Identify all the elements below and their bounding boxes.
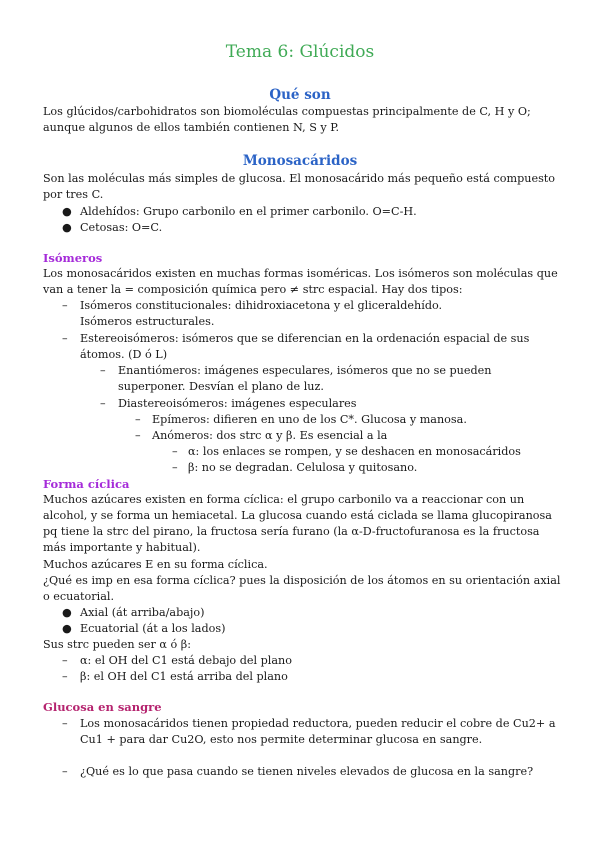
paragraph-monosacaridos: Son las moléculas más simples de glucosa. El monosacárido más pequeño está compuesto por tres C. (43, 172, 556, 201)
dash-marker: – (135, 413, 141, 426)
list-item-constitucionales: Isómeros constitucionales: dihidroxiacetona y el gliceraldehído. Isómeros estructurales. (80, 299, 443, 328)
heading-que-son: Qué son (269, 87, 331, 103)
bullet-dot: ● (62, 221, 72, 234)
dash-marker: – (172, 461, 178, 474)
dash-marker: – (100, 364, 106, 377)
dash-marker: – (62, 299, 68, 312)
paragraph-azucares: Muchos azúcares E en su forma cíclica. (43, 558, 268, 571)
list-item-reductora: Los monosacáridos tienen propiedad reductora, pueden reducir el cobre de Cu2+ a Cu1 + para dar Cu2O, esto nos permite determinar glucosa en sangre. (80, 717, 556, 746)
list-item-diastereoisomeros: Diastereoisómeros: imágenes especulares (118, 397, 357, 410)
paragraph-strc: Sus strc pueden ser α ó β: (43, 638, 192, 651)
dash-marker: – (62, 717, 68, 730)
list-item-anomeros: Anómeros: dos strc α y β. Es esencial a la (152, 429, 388, 442)
dash-marker: – (62, 765, 68, 778)
page-title: Tema 6: Glúcidos (225, 42, 375, 62)
dash-marker: – (100, 397, 106, 410)
paragraph-importancia: ¿Qué es imp en esa forma cíclica? pues la disposición de los átomos en su orientación axial o ecuatorial. (43, 574, 561, 603)
bullet-dot: ● (62, 205, 72, 218)
list-item-estereoisomeros: Estereoisómeros: isómeros que se diferencian en la ordenación espacial de sus átomos. (D ó L) (80, 332, 530, 361)
bullet-dot: ● (62, 606, 72, 619)
dash-marker: – (62, 654, 68, 667)
heading-isomeros: Isómeros (43, 251, 103, 265)
heading-glucosa-sangre: Glucosa en sangre (43, 700, 162, 714)
list-item-beta: β: no se degradan. Celulosa y quitosano. (188, 461, 418, 474)
dash-marker: – (62, 332, 68, 345)
paragraph-que-son: Los glúcidos/carbohidratos son biomoléculas compuestas principalmente de C, H y O; aunque algunos de ellos también contienen N, S y P. (43, 105, 531, 134)
list-item-enantiomeros: Enantiómeros: imágenes especulares, isómeros que no se pueden superponer. Desvían el plano de luz. (118, 364, 492, 393)
dash-marker: – (135, 429, 141, 442)
dash-marker: – (62, 670, 68, 683)
list-item-alpha: α: los enlaces se rompen, y se deshacen en monosacáridos (188, 445, 521, 458)
list-item-epimeros: Epímeros: difieren en uno de los C*. Glucosa y manosa. (152, 413, 467, 426)
dash-marker: – (172, 445, 178, 458)
paragraph-isomeros: Los monosacáridos existen en muchas formas isoméricas. Los isómeros son moléculas que van a tener la = composición química pero ≠ strc espacial. Hay dos tipos: (43, 267, 558, 296)
list-item-alpha-oh: α: el OH del C1 está debajo del plano (80, 654, 292, 667)
paragraph-forma-ciclica: Muchos azúcares existen en forma cíclica: el grupo carbonilo va a reaccionar con un alcohol, y se forma un hemiacetal. La glucosa cuando está ciclada se llama glucopiranosa pq tiene la strc del pirano, la fructosa sería furano (la α-D-fructofuranosa es la fructosa más importante y habitual). (43, 493, 552, 554)
bullet-dot: ● (62, 622, 72, 635)
list-item-cetosas: Cetosas: O=C. (80, 221, 163, 234)
list-item-axial: Axial (át arriba/abajo) (80, 606, 205, 619)
list-item-ecuatorial: Ecuatorial (át a los lados) (80, 622, 226, 635)
heading-forma-ciclica: Forma cíclica (43, 477, 130, 491)
heading-monosacaridos: Monosacáridos (242, 153, 358, 169)
list-item-pregunta: ¿Qué es lo que pasa cuando se tienen niveles elevados de glucosa en la sangre? (80, 765, 534, 778)
list-item-aldehidos: Aldehídos: Grupo carbonilo en el primer carbonilo. O=C-H. (80, 205, 417, 218)
list-item-beta-oh: β: el OH del C1 está arriba del plano (80, 670, 288, 683)
